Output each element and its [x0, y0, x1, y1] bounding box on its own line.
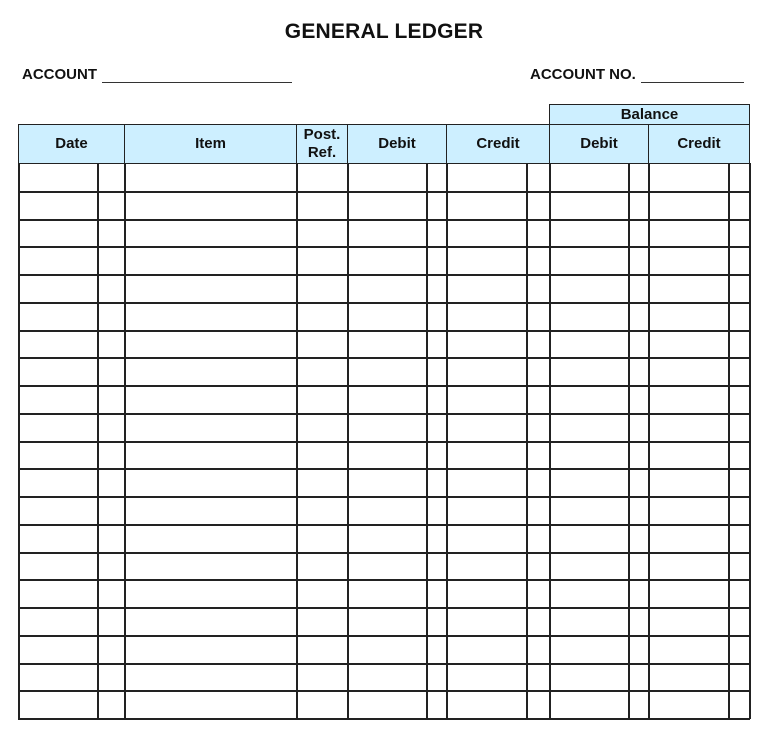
header-balance-credit [648, 124, 750, 164]
table-row[interactable] [18, 246, 750, 274]
row-rule [18, 718, 750, 720]
header-credit [446, 124, 550, 164]
table-row[interactable] [18, 357, 750, 385]
header-item-label: Item [195, 135, 226, 152]
page-title: GENERAL LEDGER [284, 20, 484, 43]
header-debit-label: Debit [378, 135, 416, 152]
table-row[interactable] [18, 496, 750, 524]
table-row[interactable] [18, 690, 750, 718]
header-balance-debit [549, 124, 649, 164]
balance-header-label: Balance [620, 105, 679, 123]
account-field [22, 66, 292, 83]
header-item [124, 124, 297, 164]
table-row[interactable] [18, 552, 750, 580]
header-date-label: Date [55, 135, 88, 152]
table-row[interactable] [18, 468, 750, 496]
table-row[interactable] [18, 663, 750, 691]
account-no-input-line[interactable] [641, 68, 744, 83]
header-post-ref-line1: Post. [303, 126, 341, 143]
header-credit-label: Credit [476, 135, 520, 152]
table-row[interactable] [18, 635, 750, 663]
table-row[interactable] [18, 191, 750, 219]
account-input-line[interactable] [102, 68, 292, 83]
account-no-field [530, 66, 744, 83]
table-row[interactable] [18, 302, 750, 330]
table-row[interactable] [18, 441, 750, 469]
account-no-label: ACCOUNT NO. [530, 66, 636, 83]
table-row[interactable] [18, 607, 750, 635]
header-post-ref [296, 124, 348, 164]
table-row[interactable] [18, 330, 750, 358]
account-label: ACCOUNT [22, 66, 97, 83]
table-row[interactable] [18, 163, 750, 191]
header-date [18, 124, 125, 164]
header-balance-credit-label: Credit [677, 135, 721, 152]
table-row[interactable] [18, 413, 750, 441]
balance-group-header [549, 104, 750, 125]
table-row[interactable] [18, 274, 750, 302]
table-row[interactable] [18, 524, 750, 552]
header-balance-debit-label: Debit [580, 135, 618, 152]
header-post-ref-line2: Ref. [307, 144, 337, 161]
table-row[interactable] [18, 579, 750, 607]
table-row[interactable] [18, 219, 750, 247]
table-row[interactable] [18, 385, 750, 413]
header-debit [347, 124, 447, 164]
